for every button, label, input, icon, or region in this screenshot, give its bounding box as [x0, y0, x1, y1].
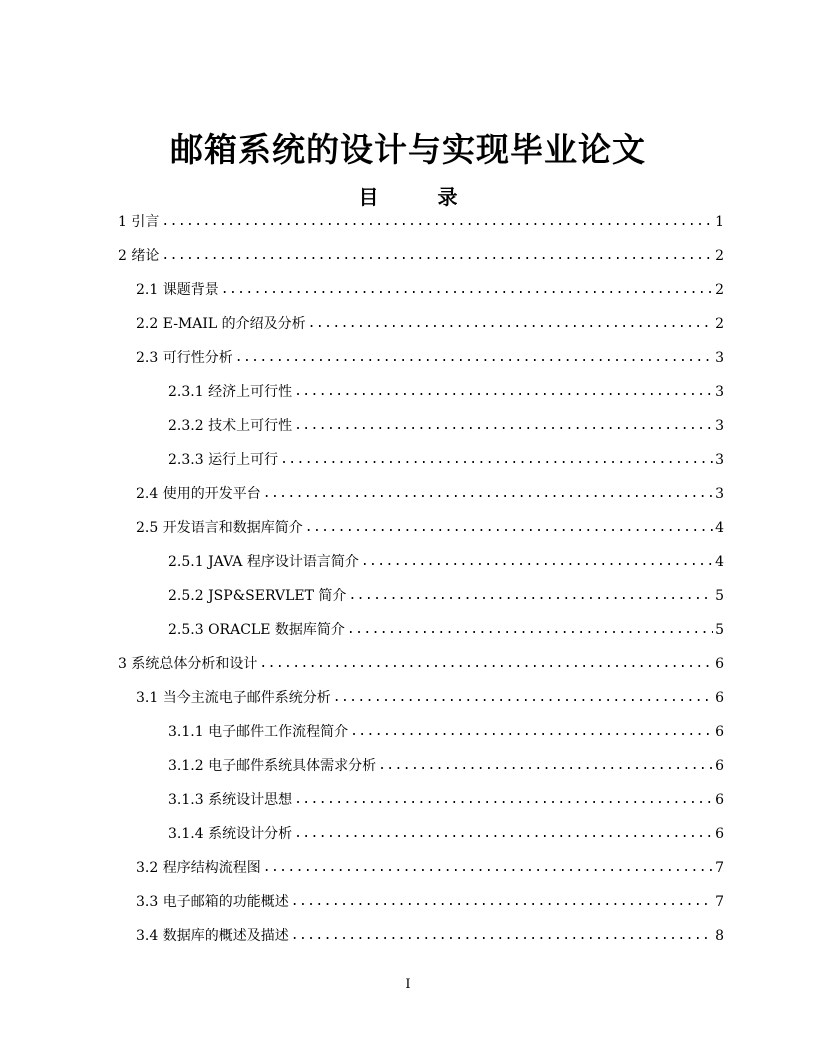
toc-dot-leader: [294, 382, 713, 402]
toc-dot-leader: [305, 518, 713, 538]
toc-entry-label: 2.4 使用的开发平台: [136, 486, 261, 502]
toc-dot-leader: [308, 314, 713, 334]
toc-entry-page-number: 7: [715, 860, 724, 876]
toc-dot-leader: [378, 756, 713, 776]
toc-entry-label: 3.1 当今主流电子邮件系统分析: [136, 690, 331, 706]
toc-entry-page-number: 5: [715, 622, 724, 638]
toc-entry-page-number: 1: [715, 214, 724, 230]
toc-entry[interactable]: [0, 919, 816, 953]
toc-entry-page-number: 3: [715, 384, 724, 400]
toc-entry-page-number: 3: [715, 486, 724, 502]
toc-entry[interactable]: [0, 817, 816, 851]
toc-entry-label: 2.3 可行性分析: [136, 350, 233, 366]
toc-entry-page-number: 6: [715, 792, 724, 808]
toc-entry-label: 3.3 电子邮箱的功能概述: [136, 894, 289, 910]
toc-entry-label: 1 引言: [118, 214, 160, 230]
toc-dot-leader: [221, 280, 713, 300]
toc-entry-label: 2.3.3 运行上可行: [168, 452, 279, 468]
toc-entry[interactable]: [0, 545, 816, 579]
toc-entry-label: 2.1 课题背景: [136, 282, 219, 298]
toc-entry[interactable]: [0, 647, 816, 681]
toc-entry-page-number: 5: [715, 588, 724, 604]
toc-entry-page-number: 6: [715, 758, 724, 774]
toc-entry-page-number: 8: [715, 928, 724, 944]
toc-entry-label: 3 系统总体分析和设计: [118, 656, 258, 672]
toc-entry[interactable]: [0, 783, 816, 817]
document-title: 邮箱系统的设计与实现毕业论文: [170, 130, 646, 170]
toc-entry[interactable]: [0, 273, 816, 307]
toc-dot-leader: [350, 722, 713, 742]
toc-entry-label: 3.1.3 系统设计思想: [168, 792, 293, 808]
toc-entry-page-number: 6: [715, 724, 724, 740]
toc-dot-leader: [263, 484, 713, 504]
toc-entry-page-number: 3: [715, 350, 724, 366]
toc-dot-leader: [259, 654, 713, 674]
toc-entry[interactable]: [0, 851, 816, 885]
toc-entry-page-number: 4: [715, 554, 724, 570]
toc-entry[interactable]: [0, 341, 816, 375]
toc-entry-label: 2.5.3 ORACLE 数据库简介: [168, 622, 345, 638]
toc-dot-leader: [263, 858, 713, 878]
toc-dot-leader: [333, 688, 713, 708]
toc-entry[interactable]: [0, 885, 816, 919]
toc-dot-leader: [294, 416, 713, 436]
toc-dot-leader: [291, 892, 713, 912]
toc-entry-label: 3.1.4 系统设计分析: [168, 826, 293, 842]
toc-entry-label: 2.5 开发语言和数据库简介: [136, 520, 303, 536]
toc-entry-page-number: 2: [715, 282, 724, 298]
table-of-contents: [0, 205, 816, 953]
toc-entry-label: 2.2 E-MAIL 的介绍及分析: [136, 316, 306, 332]
toc-entry[interactable]: [0, 749, 816, 783]
toc-entry-label: 3.2 程序结构流程图: [136, 860, 261, 876]
toc-entry-label: 2.3.1 经济上可行性: [168, 384, 293, 400]
toc-entry-label: 2.3.2 技术上可行性: [168, 418, 293, 434]
toc-dot-leader: [291, 926, 713, 946]
toc-dot-leader: [161, 212, 713, 232]
toc-entry-page-number: 6: [715, 826, 724, 842]
toc-entry[interactable]: [0, 715, 816, 749]
toc-dot-leader: [347, 620, 713, 640]
toc-entry-label: 2.5.2 JSP&SERVLET 简介: [168, 588, 347, 604]
toc-dot-leader: [294, 824, 713, 844]
toc-entry[interactable]: [0, 307, 816, 341]
toc-entry-label: 3.4 数据库的概述及描述: [136, 928, 289, 944]
toc-dot-leader: [280, 450, 713, 470]
toc-entry-page-number: 2: [715, 316, 724, 332]
toc-entry-page-number: 3: [715, 418, 724, 434]
toc-dot-leader: [348, 586, 713, 606]
toc-entry-page-number: 2: [715, 248, 724, 264]
toc-dot-leader: [235, 348, 713, 368]
toc-entry[interactable]: [0, 409, 816, 443]
toc-entry-label: 2 绪论: [118, 248, 160, 264]
toc-entry-page-number: 6: [715, 690, 724, 706]
toc-entry[interactable]: [0, 511, 816, 545]
toc-dot-leader: [294, 790, 713, 810]
toc-entry-page-number: 4: [715, 520, 724, 536]
toc-entry[interactable]: [0, 443, 816, 477]
toc-dot-leader: [361, 552, 713, 572]
toc-entry-page-number: 3: [715, 452, 724, 468]
toc-entry[interactable]: [0, 239, 816, 273]
toc-entry[interactable]: [0, 579, 816, 613]
toc-dot-leader: [161, 246, 713, 266]
toc-entry[interactable]: [0, 375, 816, 409]
toc-entry-page-number: 6: [715, 656, 724, 672]
toc-entry-label: 3.1.1 电子邮件工作流程简介: [168, 724, 349, 740]
toc-entry[interactable]: [0, 205, 816, 239]
toc-entry[interactable]: [0, 613, 816, 647]
toc-entry[interactable]: [0, 477, 816, 511]
toc-entry[interactable]: [0, 681, 816, 715]
toc-entry-label: 3.1.2 电子邮件系统具体需求分析: [168, 758, 377, 774]
toc-entry-label: 2.5.1 JAVA 程序设计语言简介: [168, 554, 359, 570]
toc-entry-page-number: 7: [715, 894, 724, 910]
page-number: I: [405, 977, 411, 992]
toc-heading: 目 录: [358, 184, 484, 209]
